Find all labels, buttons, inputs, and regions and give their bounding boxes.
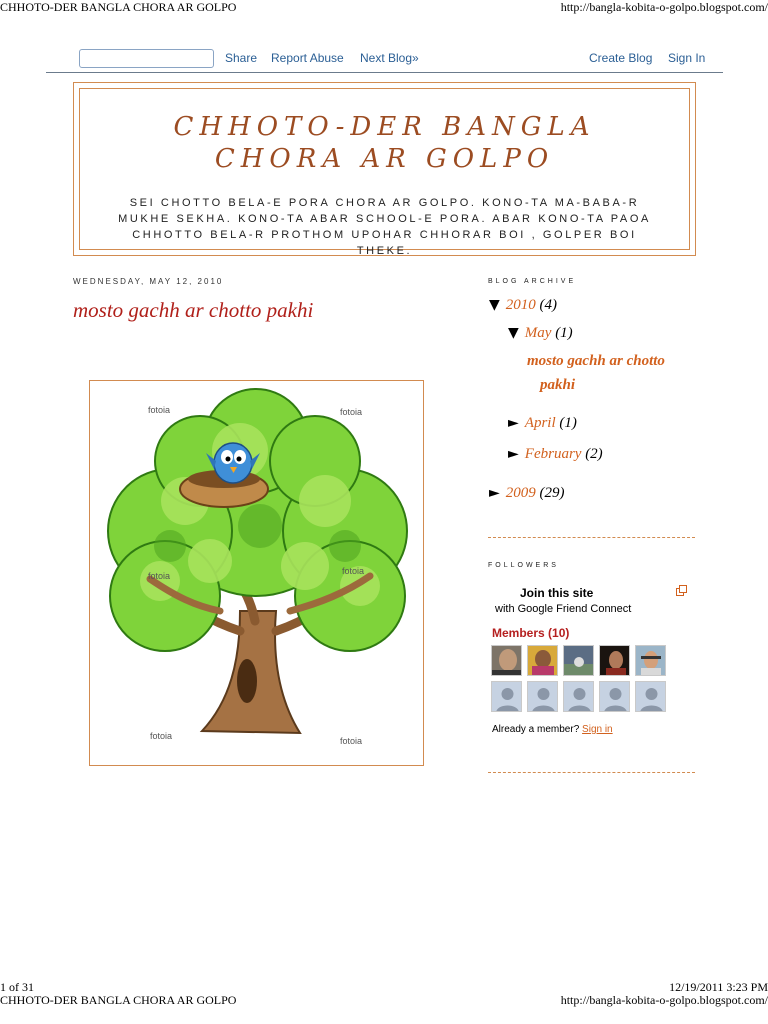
- avatar[interactable]: [563, 681, 594, 712]
- share-link[interactable]: Share: [225, 51, 258, 65]
- archive-count: (4): [539, 297, 558, 313]
- archive-month-may[interactable]: [508, 325, 573, 342]
- avatar[interactable]: [491, 681, 522, 712]
- archive-post-link[interactable]: [527, 349, 692, 397]
- blog-header: [73, 82, 696, 256]
- post-image[interactable]: [89, 380, 424, 766]
- sidebar-divider: [488, 772, 695, 773]
- archive-month-april[interactable]: [508, 415, 577, 432]
- expanded-arrow-icon[interactable]: ▼: [508, 325, 519, 341]
- avatar[interactable]: [527, 681, 558, 712]
- popout-icon[interactable]: [676, 585, 687, 596]
- watermark: fotoia: [150, 731, 173, 741]
- sign-in-link[interactable]: Sign In: [668, 51, 706, 65]
- blog-archive-heading: BLOG ARCHIVE: [488, 278, 577, 285]
- collapsed-arrow-icon[interactable]: ►: [508, 446, 519, 462]
- post-date: WEDNESDAY, MAY 12, 2010: [73, 277, 224, 286]
- members-count[interactable]: Members (10): [492, 626, 570, 640]
- navbar-search-input[interactable]: [79, 49, 214, 68]
- avatar[interactable]: [563, 645, 594, 676]
- avatar[interactable]: [599, 645, 630, 676]
- archive-count: (1): [559, 415, 577, 431]
- archive-link[interactable]: February: [524, 446, 582, 462]
- join-site-link[interactable]: Join this site: [520, 586, 594, 600]
- avatar[interactable]: [527, 645, 558, 676]
- print-page-number: 1 of 31: [0, 980, 34, 994]
- archive-link[interactable]: 2010: [505, 297, 536, 313]
- print-footer-url: http://bangla-kobita-o-golpo.blogspot.com/: [560, 993, 768, 1007]
- blogger-navbar: [46, 45, 723, 73]
- blog-title-line-1[interactable]: CHHOTO-DER BANGLA: [173, 112, 596, 142]
- watermark: fotoia: [148, 405, 171, 415]
- avatar[interactable]: [635, 681, 666, 712]
- print-header-title: CHHOTO-DER BANGLA CHORA AR GOLPO: [0, 0, 237, 14]
- already-member-text: Already a member?: [492, 724, 580, 735]
- post-title[interactable]: mosto gachh ar chotto pakhi: [73, 298, 314, 322]
- avatar[interactable]: [599, 681, 630, 712]
- watermark: fotoia: [340, 736, 363, 746]
- watermark: fotoia: [340, 407, 363, 417]
- collapsed-arrow-icon[interactable]: ►: [489, 485, 500, 501]
- followers-heading: FOLLOWERS: [488, 562, 559, 569]
- gfc-sign-in-link[interactable]: Sign in: [582, 724, 613, 735]
- archive-link[interactable]: May: [524, 325, 552, 341]
- archive-post-line-2[interactable]: pakhi: [540, 377, 576, 393]
- archive-month-february[interactable]: [508, 446, 603, 463]
- avatar[interactable]: [491, 645, 522, 676]
- expanded-arrow-icon[interactable]: ▼: [489, 297, 500, 313]
- print-header-url: http://bangla-kobita-o-golpo.blogspot.com/: [560, 0, 768, 14]
- blog-title-line-2[interactable]: CHORA AR GOLPO: [214, 144, 555, 174]
- collapsed-arrow-icon[interactable]: ►: [508, 415, 519, 431]
- next-blog-link[interactable]: Next Blog»: [360, 51, 419, 65]
- archive-link[interactable]: April: [524, 415, 556, 431]
- already-member-line: [492, 724, 613, 735]
- join-site-subtitle: with Google Friend Connect: [495, 603, 632, 615]
- watermark: fotoia: [148, 571, 171, 581]
- sidebar-divider: [488, 537, 695, 538]
- watermark: fotoia: [342, 566, 365, 576]
- print-timestamp: 12/19/2011 3:23 PM: [669, 980, 768, 994]
- archive-year-2010[interactable]: [489, 297, 557, 314]
- archive-year-2009[interactable]: [489, 485, 565, 502]
- create-blog-link[interactable]: Create Blog: [589, 51, 653, 65]
- archive-post-line-1[interactable]: mosto gachh ar chotto: [527, 353, 665, 369]
- blog-description: SEI CHOTTO BELA-E PORA CHORA AR GOLPO. KONO-TA MA-BABA-R MUKHE SEKHA. KONO-TA ABAR SCHOOL-E PORA. ABAR KONO-TA PAOA CHHOTTO BELA-R PROTHOM UPOHAR CHHORAR BOI , GOLPER BOI THEKE.: [118, 197, 651, 257]
- blog-header-inner: [79, 88, 690, 257]
- tree-illustration: [90, 381, 423, 765]
- avatar[interactable]: [635, 645, 666, 676]
- archive-count: (2): [585, 446, 603, 462]
- archive-link[interactable]: 2009: [505, 485, 536, 501]
- archive-count: (1): [555, 325, 573, 341]
- report-abuse-link[interactable]: Report Abuse: [271, 51, 344, 65]
- print-footer-title: CHHOTO-DER BANGLA CHORA AR GOLPO: [0, 993, 237, 1007]
- blog-title[interactable]: [80, 111, 689, 175]
- archive-count: (29): [539, 485, 565, 501]
